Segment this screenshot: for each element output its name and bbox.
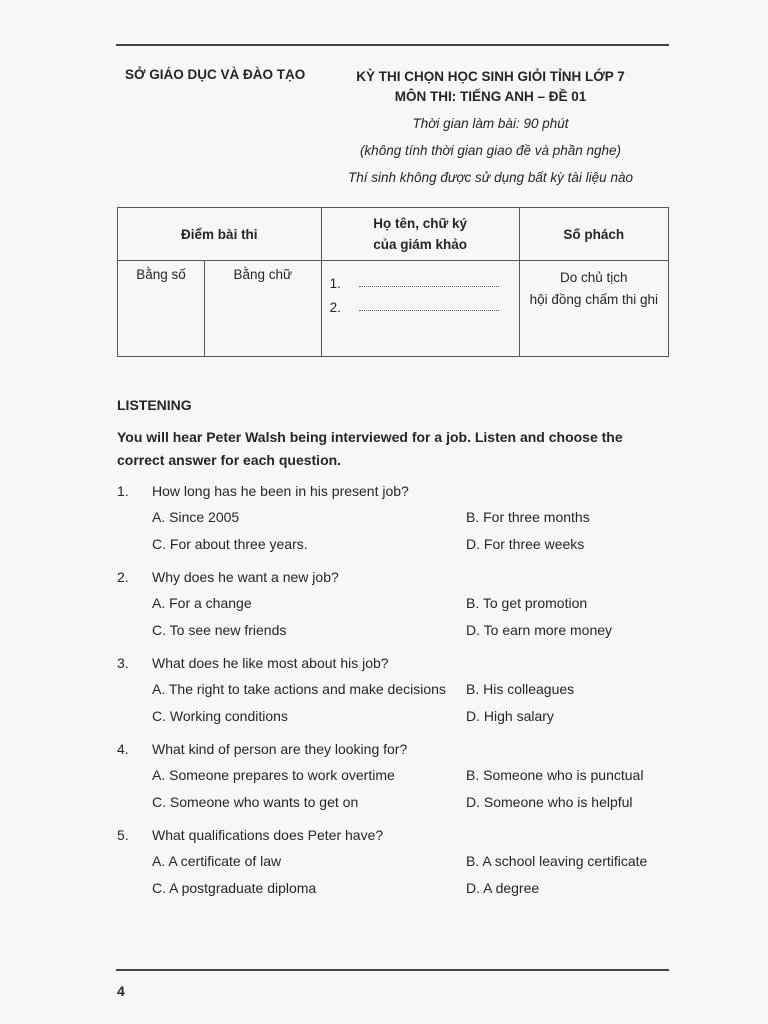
exam-header [318,67,663,191]
option-d[interactable]: D. A degree [466,879,540,896]
score-words-cell[interactable] [205,261,322,357]
examiner-cell [321,261,519,357]
question-list [117,479,677,909]
option-b[interactable]: B. A school leaving certificate [466,852,648,869]
score-header: Điểm bài thi [118,208,322,261]
option-d[interactable]: D. Someone who is helpful [466,793,633,810]
top-rule [116,44,669,46]
department-name: SỞ GIÁO DỤC VÀ ĐÀO TẠO [125,67,306,82]
question-item [117,737,677,815]
examiner-line-1[interactable] [330,267,519,291]
question-text: How long has he been in his present job? [152,483,409,499]
code-note-line2: hội đồng chấm thi ghi [529,292,658,307]
question-number: 1. [117,483,129,499]
examiner-header [321,208,519,261]
option-d[interactable]: D. For three weeks [466,535,585,552]
examiner-line-2-num: 2. [329,300,341,315]
question-text: Why does he want a new job? [152,569,339,585]
question-number: 3. [117,655,129,671]
score-table [117,207,669,357]
section-title: LISTENING [117,397,192,413]
question-text: What qualifications does Peter have? [152,827,384,843]
materials-note: Thí sinh không được sử dụng bất kỳ tài liệu nào [348,170,633,185]
option-c[interactable]: C. To see new friends [152,621,287,638]
option-c[interactable]: C. Someone who wants to get on [152,793,359,810]
option-a[interactable]: A. A certificate of law [152,852,282,869]
examiner-header-line2: của giám khảo [373,237,468,252]
section-instruction: You will hear Peter Walsh being interviewed for a job. Listen and choose the correct answer for each question. [117,429,623,468]
page-number: 4 [117,983,125,999]
dotted-line [359,310,499,311]
exam-title: KỲ THI CHỌN HỌC SINH GIỎI TỈNH LỚP 7 [356,69,625,84]
question-number: 2. [117,569,129,585]
option-a[interactable]: A. Since 2005 [152,508,240,525]
question-item [117,823,677,901]
option-c[interactable]: C. Working conditions [152,707,288,724]
examiner-line-1-num: 1. [329,276,341,291]
option-c[interactable]: C. For about three years. [152,535,308,552]
option-a[interactable]: A. For a change [152,594,252,611]
option-b[interactable]: B. For three months [466,508,590,525]
code-cell [519,261,668,357]
score-number-cell[interactable] [118,261,205,357]
option-c[interactable]: C. A postgraduate diploma [152,879,317,896]
exam-subject: MÔN THI: TIẾNG ANH – ĐỀ 01 [394,89,587,104]
code-note-line1: Do chủ tịch [560,270,628,285]
option-b[interactable]: B. To get promotion [466,594,588,611]
option-a[interactable]: A. Someone prepares to work overtime [152,766,395,783]
examiner-header-line1: Họ tên, chữ ký [373,216,468,231]
question-text: What does he like most about his job? [152,655,389,671]
question-number: 5. [117,827,129,843]
exam-time: Thời gian làm bài: 90 phút [412,116,569,131]
option-a[interactable]: A. The right to take actions and make decisions [152,680,446,697]
dotted-line [359,286,499,287]
question-item [117,479,677,557]
question-text: What kind of person are they looking for? [152,741,408,757]
score-words-label: Bằng chữ [233,267,293,282]
question-number: 4. [117,741,129,757]
question-item [117,651,677,729]
option-d[interactable]: D. High salary [466,707,554,724]
examiner-line-2[interactable] [330,291,519,315]
exam-time-note: (không tính thời gian giao đề và phần nghe) [359,143,622,158]
score-number-label: Bằng số [136,267,186,282]
question-item [117,565,677,643]
option-d[interactable]: D. To earn more money [466,621,613,638]
bottom-rule [116,969,669,971]
option-b[interactable]: B. His colleagues [466,680,575,697]
option-b[interactable]: B. Someone who is punctual [466,766,644,783]
code-header: Số phách [519,208,668,261]
